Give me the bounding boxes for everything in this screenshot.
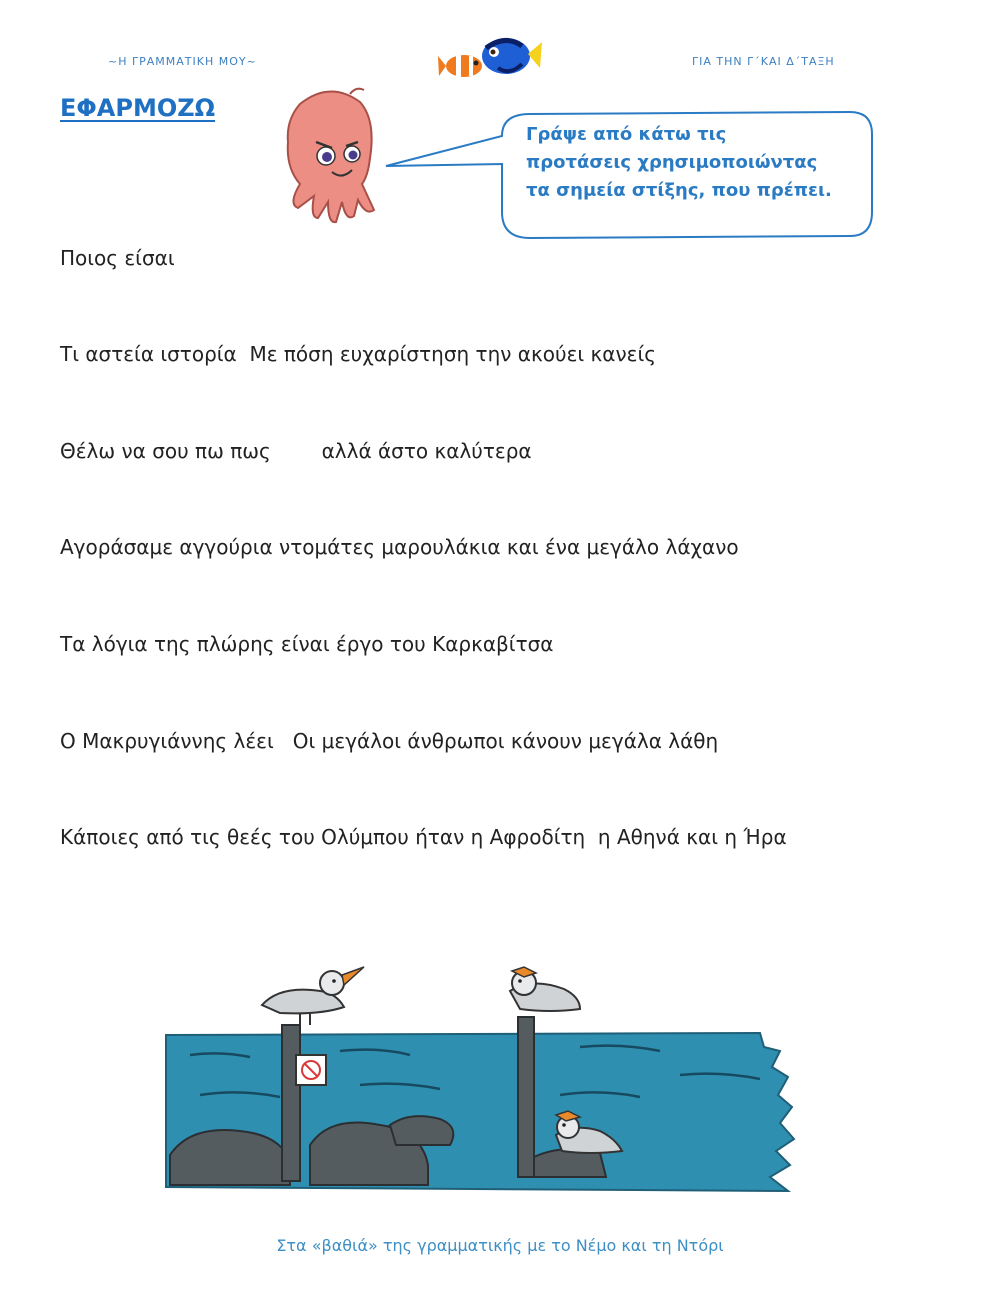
sentence-5: Τα λόγια της πλώρης είναι έργο του Καρκαβίτσα [60,632,554,656]
seagull-icon [510,967,580,1011]
page-title: ΕΦΑΡΜΟΖΩ [60,94,216,122]
seagull-icon [262,967,364,1025]
sentence-6: Ο Μακρυγιάννης λέει Οι μεγάλοι άνθρωποι κάνουν μεγάλα λάθη [60,729,719,753]
instruction-line-1: Γράψε από κάτω τις [526,124,727,145]
sentence-7: Κάποιες από τις θεές του Ολύμπου ήταν η Αφροδίτη η Αθηνά και η Ήρα [60,825,787,849]
header-right-text: ΓΙΑ ΤΗΝ Γ΄ΚΑΙ Δ΄ΤΑΞΗ [692,55,835,68]
clownfish-icon [438,55,482,77]
sentence-1: Ποιος είσαι [60,246,175,270]
sentence-4: Αγοράσαμε αγγούρια ντομάτες μαρουλάκια και ένα μεγάλο λάχανο [60,535,739,559]
sentence-2: Τι αστεία ιστορία Με πόση ευχαρίστηση την ακούει κανείς [60,342,656,366]
nemo-dory-logo [436,28,546,88]
instruction-line-2: προτάσεις χρησιμοποιώντας [526,152,818,173]
seagulls-illustration [160,955,800,1200]
instruction-text [526,121,866,205]
instruction-line-3: τα σημεία στίξης, που πρέπει. [526,180,832,201]
blue-tang-icon [482,38,542,74]
header-left-text: ~Η ΓΡΑΜΜΑΤΙΚΗ ΜΟΥ~ [108,55,257,68]
sentence-3: Θέλω να σου πω πως αλλά άστο καλύτερα [60,439,532,463]
footer-text: Στα «βαθιά» της γραμματικής με το Νέμο και τη Ντόρι [276,1236,724,1255]
octopus-illustration [270,84,395,229]
